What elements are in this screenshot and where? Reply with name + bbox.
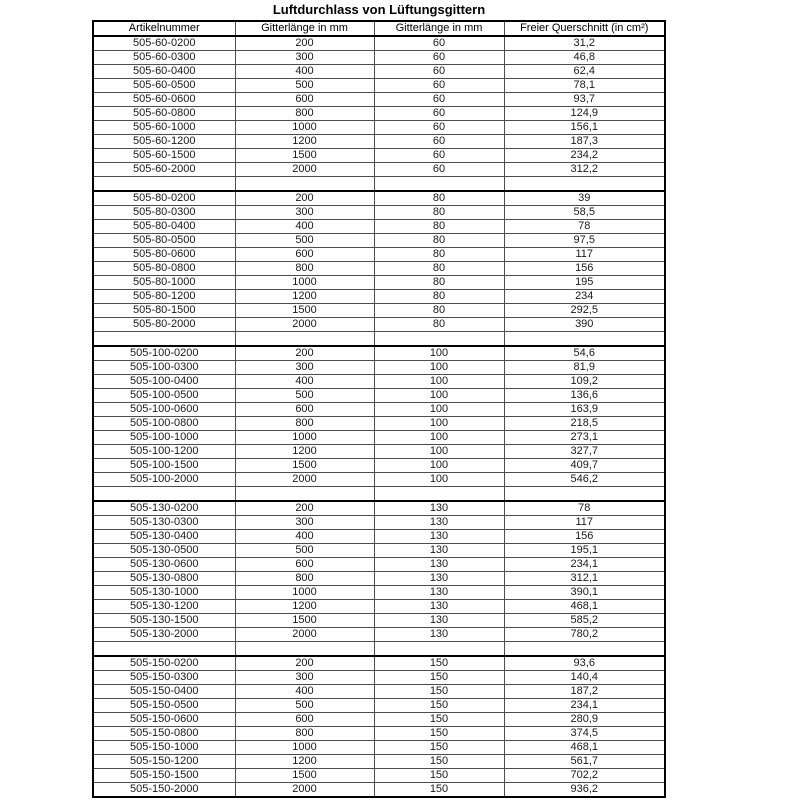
table-row	[93, 107, 665, 121]
table-cell: 400	[235, 685, 374, 699]
table-cell: 1200	[235, 135, 374, 149]
empty-cell	[235, 177, 374, 192]
table-row	[93, 459, 665, 473]
table-cell: 1000	[235, 586, 374, 600]
empty-cell	[374, 177, 504, 192]
table-cell: 561,7	[504, 755, 665, 769]
table-cell: 80	[374, 262, 504, 276]
table-cell: 505-80-0400	[93, 220, 235, 234]
table-cell: 500	[235, 699, 374, 713]
empty-cell	[504, 487, 665, 502]
separator-row	[93, 332, 665, 347]
table-row	[93, 262, 665, 276]
table-cell: 46,8	[504, 51, 665, 65]
table-cell: 505-130-0400	[93, 530, 235, 544]
empty-cell	[235, 332, 374, 347]
table-cell: 2000	[235, 783, 374, 798]
table-cell: 100	[374, 346, 504, 361]
table-cell: 505-150-1200	[93, 755, 235, 769]
empty-cell	[504, 177, 665, 192]
table-row	[93, 318, 665, 332]
table-row	[93, 163, 665, 177]
table-cell: 200	[235, 191, 374, 206]
table-row	[93, 530, 665, 544]
table-cell: 80	[374, 318, 504, 332]
table-cell: 505-130-0500	[93, 544, 235, 558]
table-cell: 2000	[235, 473, 374, 487]
table-cell: 400	[235, 530, 374, 544]
table-cell: 505-80-1000	[93, 276, 235, 290]
table-cell: 150	[374, 713, 504, 727]
empty-cell	[93, 487, 235, 502]
table-row	[93, 558, 665, 572]
table-cell: 80	[374, 234, 504, 248]
table-cell: 600	[235, 93, 374, 107]
table-cell: 1000	[235, 276, 374, 290]
table-cell: 1200	[235, 755, 374, 769]
table-cell: 78	[504, 501, 665, 516]
table-cell: 505-80-2000	[93, 318, 235, 332]
table-cell: 500	[235, 389, 374, 403]
table-cell: 130	[374, 628, 504, 642]
table-row	[93, 713, 665, 727]
table-cell: 200	[235, 346, 374, 361]
table-cell: 505-150-0500	[93, 699, 235, 713]
table-cell: 150	[374, 671, 504, 685]
table-cell: 800	[235, 727, 374, 741]
empty-cell	[93, 332, 235, 347]
table-cell: 505-100-2000	[93, 473, 235, 487]
table-cell: 400	[235, 220, 374, 234]
table-cell: 505-100-0200	[93, 346, 235, 361]
table-cell: 200	[235, 501, 374, 516]
table-cell: 31,2	[504, 36, 665, 51]
table-row	[93, 628, 665, 642]
table-cell: 505-150-1500	[93, 769, 235, 783]
table-cell: 100	[374, 417, 504, 431]
table-cell: 312,1	[504, 572, 665, 586]
table-cell: 505-60-2000	[93, 163, 235, 177]
table-cell: 117	[504, 516, 665, 530]
table-cell: 600	[235, 713, 374, 727]
table-cell: 505-130-2000	[93, 628, 235, 642]
table-cell: 500	[235, 544, 374, 558]
table-cell: 150	[374, 656, 504, 671]
table-cell: 600	[235, 403, 374, 417]
table-row	[93, 403, 665, 417]
table-row	[93, 727, 665, 741]
table-cell: 54,6	[504, 346, 665, 361]
table-cell: 505-130-1500	[93, 614, 235, 628]
table-cell: 2000	[235, 628, 374, 642]
table-cell: 505-60-1500	[93, 149, 235, 163]
table-cell: 1000	[235, 431, 374, 445]
table-cell: 500	[235, 234, 374, 248]
table-cell: 100	[374, 361, 504, 375]
table-cell: 62,4	[504, 65, 665, 79]
table-cell: 80	[374, 220, 504, 234]
table-cell: 390	[504, 318, 665, 332]
table-row	[93, 51, 665, 65]
table-cell: 100	[374, 403, 504, 417]
table-row	[93, 248, 665, 262]
table-cell: 273,1	[504, 431, 665, 445]
table-row	[93, 572, 665, 586]
table-cell: 136,6	[504, 389, 665, 403]
empty-cell	[235, 642, 374, 657]
table-cell: 80	[374, 290, 504, 304]
table-cell: 1500	[235, 149, 374, 163]
table-cell: 2000	[235, 318, 374, 332]
table-cell: 93,6	[504, 656, 665, 671]
table-row	[93, 93, 665, 107]
table-row	[93, 671, 665, 685]
table-row	[93, 361, 665, 375]
empty-cell	[504, 642, 665, 657]
table-row	[93, 375, 665, 389]
table-cell: 109,2	[504, 375, 665, 389]
table-cell: 505-130-0800	[93, 572, 235, 586]
table-cell: 60	[374, 107, 504, 121]
table-cell: 156	[504, 262, 665, 276]
table-cell: 505-130-1200	[93, 600, 235, 614]
table-cell: 505-130-0300	[93, 516, 235, 530]
table-cell: 60	[374, 65, 504, 79]
table-row	[93, 121, 665, 135]
table-cell: 150	[374, 699, 504, 713]
table-cell: 505-150-0300	[93, 671, 235, 685]
table-cell: 60	[374, 79, 504, 93]
table-cell: 130	[374, 530, 504, 544]
table-cell: 1500	[235, 614, 374, 628]
table-cell: 234,2	[504, 149, 665, 163]
table-cell: 400	[235, 375, 374, 389]
table-cell: 300	[235, 206, 374, 220]
table-cell: 505-60-0600	[93, 93, 235, 107]
empty-cell	[504, 332, 665, 347]
table-cell: 130	[374, 586, 504, 600]
table-cell: 100	[374, 473, 504, 487]
table-row	[93, 445, 665, 459]
table-cell: 409,7	[504, 459, 665, 473]
table-cell: 140,4	[504, 671, 665, 685]
table-row	[93, 685, 665, 699]
table-cell: 100	[374, 389, 504, 403]
table-cell: 505-60-0300	[93, 51, 235, 65]
table-row	[93, 79, 665, 93]
table-cell: 300	[235, 671, 374, 685]
table-cell: 505-80-0800	[93, 262, 235, 276]
table-cell: 80	[374, 248, 504, 262]
table-cell: 1200	[235, 290, 374, 304]
table-row	[93, 276, 665, 290]
table-cell: 130	[374, 614, 504, 628]
table-cell: 505-150-0600	[93, 713, 235, 727]
table-cell: 300	[235, 516, 374, 530]
table-cell: 150	[374, 741, 504, 755]
table-cell: 80	[374, 206, 504, 220]
table-cell: 800	[235, 262, 374, 276]
table-cell: 702,2	[504, 769, 665, 783]
table-cell: 234,1	[504, 699, 665, 713]
table-cell: 300	[235, 361, 374, 375]
table-cell: 200	[235, 36, 374, 51]
table-cell: 505-80-0600	[93, 248, 235, 262]
table-cell: 39	[504, 191, 665, 206]
table-cell: 100	[374, 459, 504, 473]
table-row	[93, 346, 665, 361]
table-row	[93, 389, 665, 403]
empty-cell	[374, 487, 504, 502]
table-cell: 156,1	[504, 121, 665, 135]
table-cell: 150	[374, 727, 504, 741]
table-cell: 1500	[235, 769, 374, 783]
table-cell: 130	[374, 544, 504, 558]
table-cell: 150	[374, 755, 504, 769]
table-cell: 195,1	[504, 544, 665, 558]
table-row	[93, 769, 665, 783]
ventilation-grille-table	[92, 20, 666, 798]
table-cell: 780,2	[504, 628, 665, 642]
table-row	[93, 755, 665, 769]
table-cell: 218,5	[504, 417, 665, 431]
table-cell: 163,9	[504, 403, 665, 417]
table-cell: 292,5	[504, 304, 665, 318]
table-cell: 468,1	[504, 741, 665, 755]
table-cell: 505-150-0800	[93, 727, 235, 741]
table-container	[92, 20, 666, 798]
table-row	[93, 473, 665, 487]
table-cell: 97,5	[504, 234, 665, 248]
table-row	[93, 220, 665, 234]
table-row	[93, 149, 665, 163]
table-cell: 300	[235, 51, 374, 65]
table-cell: 1500	[235, 459, 374, 473]
table-cell: 505-100-0800	[93, 417, 235, 431]
table-row	[93, 614, 665, 628]
header-row	[93, 21, 665, 36]
table-cell: 78	[504, 220, 665, 234]
table-cell: 505-60-1200	[93, 135, 235, 149]
table-cell: 195	[504, 276, 665, 290]
column-header-gitterlaenge-2: Gitterlänge in mm	[374, 21, 504, 36]
table-row	[93, 206, 665, 220]
table-cell: 800	[235, 417, 374, 431]
table-cell: 60	[374, 135, 504, 149]
table-cell: 800	[235, 572, 374, 586]
column-header-freier-querschnitt: Freier Querschnitt (in cm²)	[504, 21, 665, 36]
table-cell: 2000	[235, 163, 374, 177]
table-row	[93, 544, 665, 558]
table-row	[93, 501, 665, 516]
table-cell: 505-60-0400	[93, 65, 235, 79]
table-cell: 505-150-0200	[93, 656, 235, 671]
separator-row	[93, 487, 665, 502]
table-cell: 60	[374, 51, 504, 65]
table-cell: 130	[374, 558, 504, 572]
table-cell: 1200	[235, 445, 374, 459]
table-cell: 505-80-0500	[93, 234, 235, 248]
table-row	[93, 586, 665, 600]
column-header-artikelnummer: Artikelnummer	[93, 21, 235, 36]
table-cell: 200	[235, 656, 374, 671]
table-cell: 1000	[235, 121, 374, 135]
column-header-gitterlaenge-1: Gitterlänge in mm	[235, 21, 374, 36]
table-cell: 600	[235, 248, 374, 262]
table-cell: 117	[504, 248, 665, 262]
table-cell: 327,7	[504, 445, 665, 459]
table-cell: 130	[374, 501, 504, 516]
table-row	[93, 135, 665, 149]
empty-cell	[374, 332, 504, 347]
table-cell: 1200	[235, 600, 374, 614]
table-cell: 505-60-0200	[93, 36, 235, 51]
table-cell: 600	[235, 558, 374, 572]
table-cell: 546,2	[504, 473, 665, 487]
table-row	[93, 656, 665, 671]
table-cell: 505-130-1000	[93, 586, 235, 600]
table-cell: 505-100-0500	[93, 389, 235, 403]
table-cell: 505-100-0400	[93, 375, 235, 389]
table-cell: 505-100-1000	[93, 431, 235, 445]
table-row	[93, 304, 665, 318]
table-row	[93, 431, 665, 445]
table-cell: 187,3	[504, 135, 665, 149]
table-cell: 500	[235, 79, 374, 93]
table-cell: 505-130-0600	[93, 558, 235, 572]
table-row	[93, 234, 665, 248]
table-cell: 505-150-1000	[93, 741, 235, 755]
separator-row	[93, 177, 665, 192]
table-cell: 505-80-0300	[93, 206, 235, 220]
table-header	[93, 21, 665, 36]
table-row	[93, 600, 665, 614]
table-cell: 234	[504, 290, 665, 304]
table-cell: 130	[374, 600, 504, 614]
table-row	[93, 417, 665, 431]
table-cell: 390,1	[504, 586, 665, 600]
table-cell: 585,2	[504, 614, 665, 628]
table-cell: 130	[374, 572, 504, 586]
table-cell: 80	[374, 191, 504, 206]
table-row	[93, 36, 665, 51]
empty-cell	[93, 642, 235, 657]
table-cell: 78,1	[504, 79, 665, 93]
table-cell: 468,1	[504, 600, 665, 614]
table-cell: 400	[235, 65, 374, 79]
table-cell: 81,9	[504, 361, 665, 375]
table-cell: 505-150-2000	[93, 783, 235, 798]
table-cell: 505-60-0500	[93, 79, 235, 93]
table-cell: 60	[374, 163, 504, 177]
table-cell: 100	[374, 431, 504, 445]
table-cell: 505-60-1000	[93, 121, 235, 135]
table-cell: 60	[374, 93, 504, 107]
table-cell: 1500	[235, 304, 374, 318]
separator-row	[93, 642, 665, 657]
table-cell: 505-100-1500	[93, 459, 235, 473]
table-row	[93, 191, 665, 206]
table-row	[93, 741, 665, 755]
table-cell: 124,9	[504, 107, 665, 121]
table-row	[93, 699, 665, 713]
table-row	[93, 65, 665, 79]
table-cell: 60	[374, 36, 504, 51]
table-cell: 1000	[235, 741, 374, 755]
table-cell: 505-80-1200	[93, 290, 235, 304]
table-cell: 130	[374, 516, 504, 530]
empty-cell	[374, 642, 504, 657]
table-cell: 80	[374, 304, 504, 318]
table-cell: 374,5	[504, 727, 665, 741]
page-title: Luftdurchlass von Lüftungsgittern	[272, 2, 486, 17]
table-cell: 150	[374, 769, 504, 783]
table-cell: 505-60-0800	[93, 107, 235, 121]
table-cell: 505-80-1500	[93, 304, 235, 318]
table-cell: 80	[374, 276, 504, 290]
table-cell: 150	[374, 783, 504, 798]
table-cell: 100	[374, 445, 504, 459]
table-cell: 100	[374, 375, 504, 389]
empty-cell	[93, 177, 235, 192]
table-cell: 505-100-1200	[93, 445, 235, 459]
table-cell: 156	[504, 530, 665, 544]
table-cell: 505-130-0200	[93, 501, 235, 516]
table-cell: 150	[374, 685, 504, 699]
table-cell: 280,9	[504, 713, 665, 727]
table-cell: 800	[235, 107, 374, 121]
table-body	[93, 36, 665, 797]
table-cell: 60	[374, 121, 504, 135]
table-cell: 505-150-0400	[93, 685, 235, 699]
table-cell: 187,2	[504, 685, 665, 699]
table-row	[93, 516, 665, 530]
table-cell: 505-100-0600	[93, 403, 235, 417]
table-cell: 58,5	[504, 206, 665, 220]
table-cell: 93,7	[504, 93, 665, 107]
table-row	[93, 290, 665, 304]
table-cell: 936,2	[504, 783, 665, 798]
empty-cell	[235, 487, 374, 502]
table-cell: 505-80-0200	[93, 191, 235, 206]
table-row	[93, 783, 665, 798]
table-cell: 312,2	[504, 163, 665, 177]
table-cell: 60	[374, 149, 504, 163]
table-cell: 505-100-0300	[93, 361, 235, 375]
table-cell: 234,1	[504, 558, 665, 572]
